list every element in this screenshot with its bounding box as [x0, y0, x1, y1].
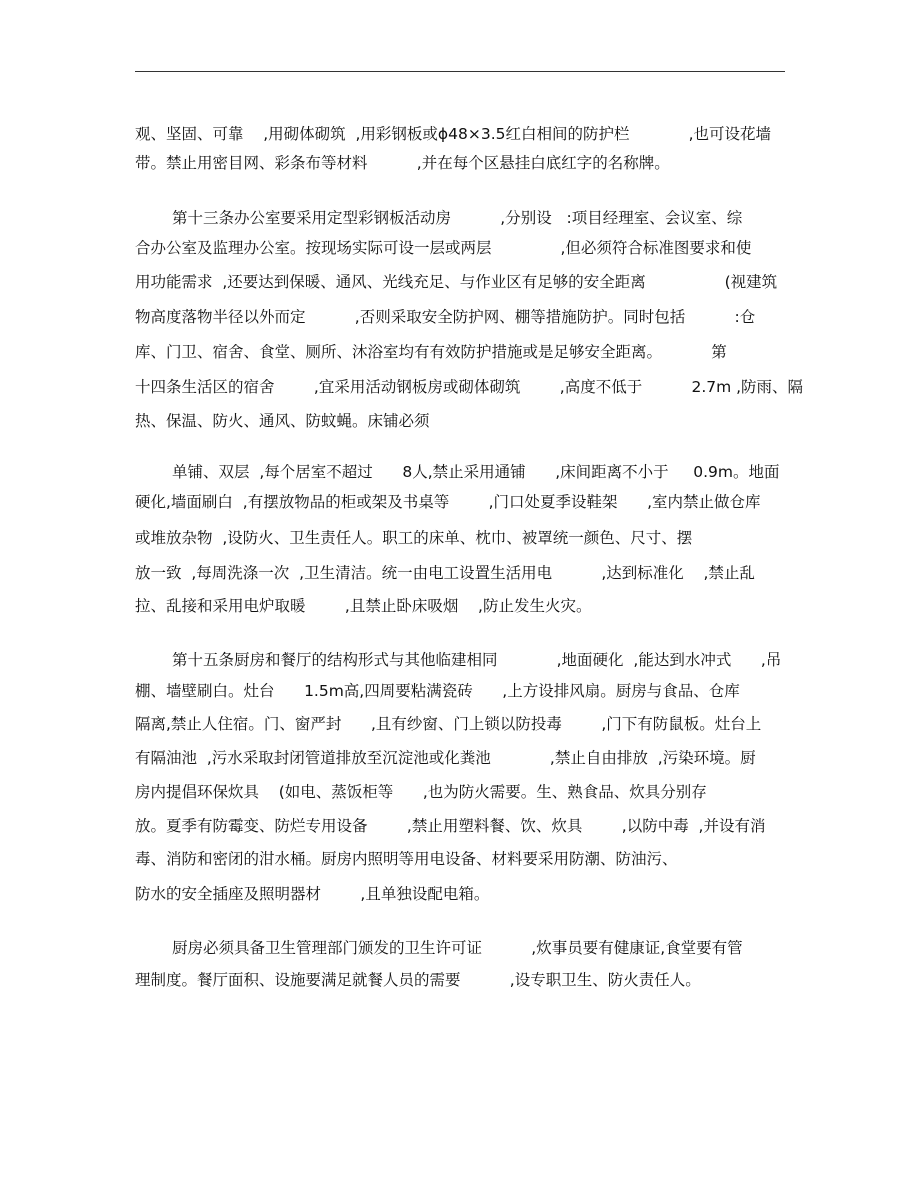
- text-line: 棚、墙壁刷白。灶台 1.5m高,四周要粘满瓷砖 ,上方设排风扇。厨房与食品、仓库: [135, 682, 740, 700]
- text-line: 防水的安全插座及照明器材 ,且单独设配电箱。: [135, 885, 490, 903]
- text-line: 热、保温、防火、通风、防蚊蝇。床铺必须: [135, 412, 430, 430]
- text-line: 放。夏季有防霉变、防烂专用设备 ,禁止用塑料餐、饮、炊具 ,以防中毒 ,并设有消: [135, 817, 766, 835]
- text-line: 单铺、双层 ,每个居室不超过 8人,禁止采用通铺 ,床间距离不小于 0.9m。地面: [172, 463, 780, 481]
- header-rule: [135, 71, 785, 72]
- text-line: 毒、消防和密闭的泔水桶。厨房内照明等用电设备、材料要采用防潮、防油污、: [135, 850, 678, 868]
- text-line: 第十三条办公室要采用定型彩钢板活动房 ,分别设 :项目经理室、会议室、综: [172, 209, 743, 227]
- text-line: 理制度。餐厅面积、设施要满足就餐人员的需要 ,设专职卫生、防火责任人。: [135, 971, 701, 989]
- text-line: 放一致 ,每周洗涤一次 ,卫生清洁。统一由电工设置生活用电 ,达到标准化 ,禁止乱: [135, 564, 755, 582]
- text-line: 硬化,墙面刷白 ,有摆放物品的柜或架及书桌等 ,门口处夏季设鞋架 ,室内禁止做仓库: [135, 493, 761, 511]
- text-line: 隔离,禁止人住宿。门、窗严封 ,且有纱窗、门上锁以防投毒 ,门下有防鼠板。灶台上: [135, 715, 762, 733]
- text-line: 房内提倡环保炊具 (如电、蒸饭柜等 ,也为防火需要。生、熟食品、炊具分别存: [135, 783, 707, 801]
- text-line: 厨房必须具备卫生管理部门颁发的卫生许可证 ,炊事员要有健康证,食堂要有管: [172, 939, 743, 957]
- text-line: 物高度落物半径以外而定 ,否则采取安全防护网、棚等措施防护。同时包括 :仓: [135, 308, 756, 326]
- text-line: 库、门卫、宿舍、食堂、厕所、沐浴室均有有效防护措施或是足够安全距离。 第: [135, 343, 727, 361]
- text-line: 十四条生活区的宿舍 ,宜采用活动钢板房或砌体砌筑 ,高度不低于 2.7m ,防雨、隔: [135, 378, 804, 396]
- text-line: 第十五条厨房和餐厅的结构形式与其他临建相同 ,地面硬化 ,能达到水冲式 ,吊: [172, 651, 782, 669]
- text-line: 带。禁止用密目网、彩条布等材料 ,并在每个区悬挂白底红字的名称牌。: [135, 154, 670, 172]
- text-line: 有隔油池 ,污水采取封闭管道排放至沉淀池或化粪池 ,禁止自由排放 ,污染环境。厨: [135, 749, 756, 767]
- text-line: 用功能需求 ,还要达到保暖、通风、光线充足、与作业区有足够的安全距离 (视建筑: [135, 273, 778, 291]
- text-line: 拉、乱接和采用电炉取暖 ,且禁止卧床吸烟 ,防止发生火灾。: [135, 597, 592, 615]
- text-line: 观、坚固、可靠 ,用砌体砌筑 ,用彩钢板或ϕ48×3.5红白相间的防护栏 ,也可设花墙: [135, 125, 772, 143]
- text-line: 或堆放杂物 ,设防火、卫生责任人。职工的床单、枕巾、被罩统一颜色、尺寸、摆: [135, 529, 693, 547]
- text-line: 合办公室及监理办公室。按现场实际可设一层或两层 ,但必须符合标准图要求和使: [135, 239, 752, 257]
